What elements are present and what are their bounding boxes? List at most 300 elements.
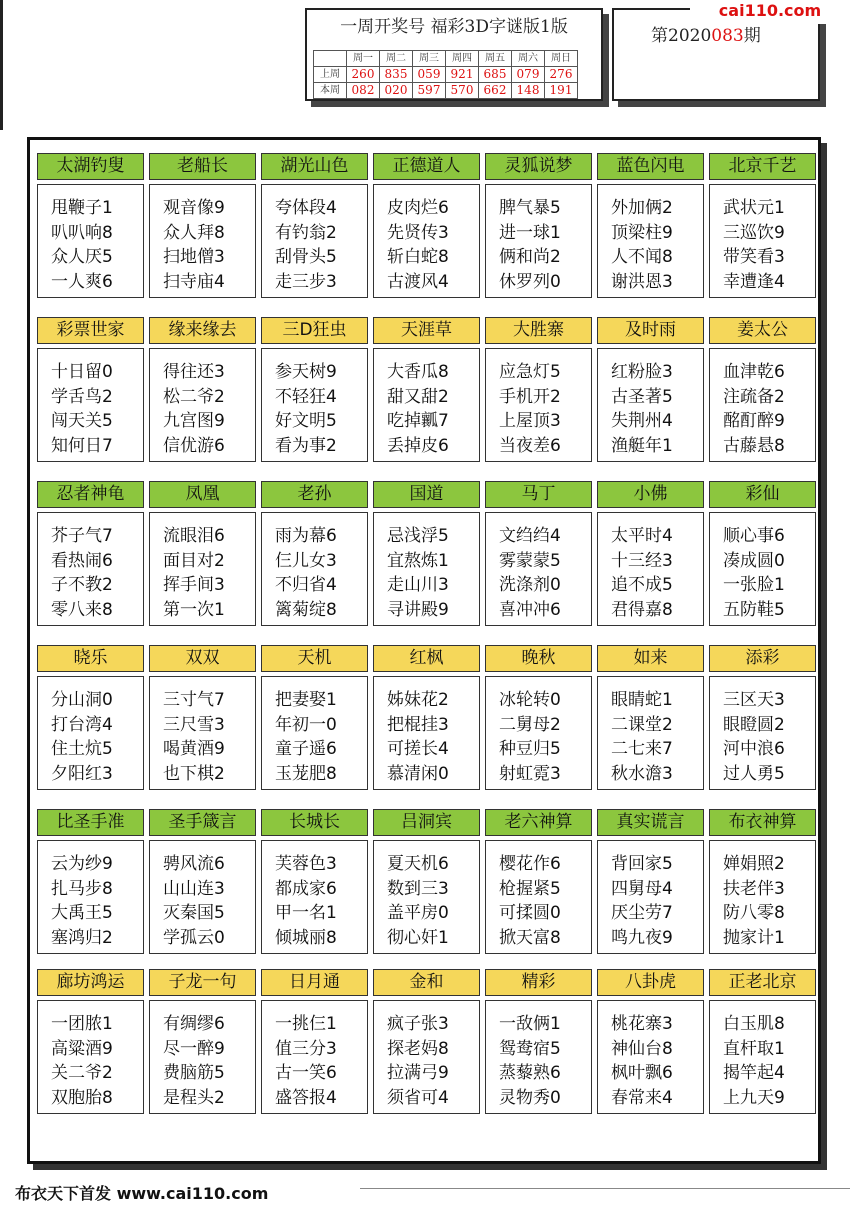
riddle-line: 河中浪6 <box>723 739 785 759</box>
riddle-line: 可搓长4 <box>387 739 449 759</box>
riddle-author: 蓝色闪电 <box>597 153 704 180</box>
riddle-line: 厌尘劳7 <box>611 903 673 923</box>
riddle-line: 刮骨头5 <box>275 247 337 267</box>
riddle-line: 山山连3 <box>163 878 225 899</box>
weekly-draw-title: 一周开奖号 福彩3D字谜版1版 <box>340 17 568 37</box>
riddle-line: 武状元1 <box>723 198 785 218</box>
weekday-label: 周一 <box>347 51 380 67</box>
riddle-line: 可揉圆0 <box>499 903 561 923</box>
riddle-line: 十日留0 <box>51 362 113 382</box>
riddle-author: 金和 <box>373 969 480 996</box>
riddle-line: 皮肉烂6 <box>387 198 449 218</box>
draw-number: 260 <box>347 67 380 83</box>
weekday-label: 周四 <box>446 51 479 67</box>
riddle-card <box>485 317 592 462</box>
riddle-author: 大胜寨 <box>485 317 592 344</box>
riddle-card <box>485 969 592 1114</box>
riddle-line: 童子遥6 <box>275 739 337 759</box>
riddle-line: 眼瞪圆2 <box>723 714 785 735</box>
issue-number: 083 <box>711 26 744 46</box>
riddle-card <box>261 809 368 954</box>
riddle-line: 众人厌5 <box>51 247 113 267</box>
riddle-line: 一人爽6 <box>51 271 113 292</box>
riddle-line: 云为纱9 <box>51 854 113 874</box>
riddle-author: 彩仙 <box>709 481 816 508</box>
riddle-line: 面目对2 <box>163 550 225 571</box>
riddle-lines <box>373 348 480 462</box>
riddle-line: 有绸缪6 <box>163 1014 225 1034</box>
riddle-card <box>373 809 480 954</box>
riddle-line: 把棍挂3 <box>387 714 449 735</box>
riddle-lines <box>597 184 704 298</box>
weekday-label: 周三 <box>413 51 446 67</box>
issue-prefix: 第2020 <box>651 26 712 46</box>
riddle-line: 三区天3 <box>723 690 785 710</box>
riddle-lines <box>37 512 144 626</box>
riddle-lines <box>37 840 144 954</box>
riddle-card <box>597 317 704 462</box>
riddle-card <box>37 809 144 954</box>
riddle-line: 年初一0 <box>275 714 337 735</box>
riddle-line: 洗涤剂0 <box>499 575 561 595</box>
riddle-lines <box>485 348 592 462</box>
riddle-line: 古藤悬8 <box>723 435 785 456</box>
riddle-line: 疯子张3 <box>387 1014 449 1034</box>
riddle-author: 三D狂虫 <box>261 317 368 344</box>
riddle-line: 当夜差6 <box>499 435 561 456</box>
riddle-lines <box>597 676 704 790</box>
riddle-card <box>373 969 480 1114</box>
riddle-line: 一张脸1 <box>723 575 785 595</box>
riddle-lines <box>597 1000 704 1114</box>
riddle-line: 观音像9 <box>163 198 225 218</box>
riddle-line: 盛答报4 <box>275 1087 337 1108</box>
riddle-lines <box>37 1000 144 1114</box>
riddle-line: 看为事2 <box>275 435 337 456</box>
riddle-line: 手机开2 <box>499 386 561 407</box>
riddle-line: 先贤传3 <box>387 222 449 243</box>
riddle-card <box>149 153 256 298</box>
riddle-line: 分山洞0 <box>51 690 113 710</box>
riddle-card <box>261 317 368 462</box>
row-label-this-week: 本周 <box>314 83 347 99</box>
riddle-line: 樱花作6 <box>499 854 561 874</box>
left-border-line <box>0 0 3 130</box>
weekday-label: 周六 <box>512 51 545 67</box>
riddle-card <box>37 645 144 790</box>
riddle-line: 酩酊醉9 <box>723 411 785 431</box>
riddle-lines <box>149 512 256 626</box>
riddle-line: 不归省4 <box>275 575 337 595</box>
riddle-line: 扫寺庙4 <box>163 271 225 292</box>
riddle-author: 吕洞宾 <box>373 809 480 836</box>
riddle-card <box>373 645 480 790</box>
riddle-author: 灵狐说梦 <box>485 153 592 180</box>
riddle-line: 好文明5 <box>275 411 337 431</box>
weekday-row <box>314 51 578 67</box>
riddle-lines <box>709 348 816 462</box>
row-label-last-week: 上周 <box>314 67 347 83</box>
riddle-line: 玉茏肥8 <box>275 763 337 784</box>
riddle-card <box>261 153 368 298</box>
riddle-line: 鸣九夜9 <box>611 927 673 948</box>
riddle-card <box>709 317 816 462</box>
riddle-card <box>149 317 256 462</box>
riddle-line: 扎马步8 <box>51 878 113 899</box>
riddle-card <box>597 809 704 954</box>
riddle-author: 精彩 <box>485 969 592 996</box>
riddle-line: 彻心奸1 <box>387 927 449 948</box>
riddle-card <box>149 645 256 790</box>
riddle-line: 第一次1 <box>163 599 225 620</box>
riddle-lines <box>261 1000 368 1114</box>
riddle-line: 学孤云0 <box>163 927 225 948</box>
riddle-author: 晓乐 <box>37 645 144 672</box>
riddle-line: 学舌鸟2 <box>51 386 113 407</box>
riddle-line: 夸体段4 <box>275 198 337 218</box>
riddle-line: 一团脓1 <box>51 1014 113 1034</box>
riddle-author: 老船长 <box>149 153 256 180</box>
riddle-author: 北京千艺 <box>709 153 816 180</box>
riddle-line: 君得嘉8 <box>611 599 673 620</box>
riddle-line: 寻讲殿9 <box>387 599 449 620</box>
riddle-line: 斩白蛇8 <box>387 247 449 267</box>
riddle-lines <box>373 840 480 954</box>
riddle-lines <box>709 184 816 298</box>
riddle-line: 得往还3 <box>163 362 225 382</box>
riddle-lines <box>373 1000 480 1114</box>
riddle-author: 如来 <box>597 645 704 672</box>
riddle-line: 二七来7 <box>611 739 673 759</box>
riddle-line: 红粉脸3 <box>611 362 673 382</box>
riddle-line: 关二爷2 <box>51 1063 113 1083</box>
riddle-author: 正老北京 <box>709 969 816 996</box>
riddle-lines <box>709 840 816 954</box>
riddle-line: 过人勇5 <box>723 763 785 784</box>
riddle-line: 脾气暴5 <box>499 198 561 218</box>
riddle-line: 五防鞋5 <box>723 599 785 620</box>
riddle-card <box>373 317 480 462</box>
riddle-line: 高粱酒9 <box>51 1038 113 1059</box>
weekday-label: 周日 <box>545 51 578 67</box>
riddle-line: 甲一名1 <box>275 903 337 923</box>
riddle-lines <box>373 512 480 626</box>
riddle-line: 眼睛蛇1 <box>611 690 673 710</box>
riddle-card <box>261 481 368 626</box>
riddle-line: 进一球1 <box>499 222 561 243</box>
riddle-card <box>485 481 592 626</box>
riddle-line: 掀天富8 <box>499 927 561 948</box>
riddle-line: 射虹霓3 <box>499 763 561 784</box>
site-logo: cai110.com <box>690 0 850 24</box>
riddle-author: 太湖钓叟 <box>37 153 144 180</box>
riddle-line: 谢洪恩3 <box>611 271 673 292</box>
riddle-line: 双胞胎8 <box>51 1087 113 1108</box>
riddle-line: 慕清闲0 <box>387 763 449 784</box>
riddle-line: 费脑筋5 <box>163 1063 225 1083</box>
riddle-line: 失荆州4 <box>611 411 673 431</box>
draw-number: 079 <box>512 67 545 83</box>
riddle-line: 塞鸿归2 <box>51 927 113 948</box>
riddle-line: 渔艇年1 <box>611 435 673 456</box>
riddle-card <box>373 481 480 626</box>
draw-number: 570 <box>446 83 479 99</box>
riddle-card <box>37 481 144 626</box>
riddle-card <box>37 969 144 1114</box>
riddle-line: 神仙台8 <box>611 1038 673 1059</box>
draw-number: 921 <box>446 67 479 83</box>
riddle-author: 及时雨 <box>597 317 704 344</box>
riddle-line: 扫地僧3 <box>163 247 225 267</box>
riddle-line: 上屋顶3 <box>499 411 561 431</box>
riddle-author: 添彩 <box>709 645 816 672</box>
riddle-lines <box>261 348 368 462</box>
riddle-lines <box>485 1000 592 1114</box>
riddle-card <box>597 481 704 626</box>
riddle-line: 住土炕5 <box>51 739 113 759</box>
riddle-line: 蒸藜熟6 <box>499 1063 561 1083</box>
riddle-author: 天机 <box>261 645 368 672</box>
riddle-line: 是程头2 <box>163 1087 225 1108</box>
riddle-line: 雨为幕6 <box>275 526 337 546</box>
riddle-line: 吃掉瓤7 <box>387 411 449 431</box>
riddle-line: 大香瓜8 <box>387 362 449 382</box>
riddle-line: 太平时4 <box>611 526 673 546</box>
riddle-card <box>149 481 256 626</box>
riddle-line: 闯天关5 <box>51 411 113 431</box>
riddle-line: 姊妹花2 <box>387 690 449 710</box>
riddle-line: 上九天9 <box>723 1087 785 1108</box>
riddle-line: 秋水澹3 <box>611 763 673 784</box>
riddle-line: 松二爷2 <box>163 386 225 407</box>
riddle-line: 数到三3 <box>387 878 449 899</box>
riddle-line: 春常来4 <box>611 1087 673 1108</box>
riddle-author: 布衣神算 <box>709 809 816 836</box>
riddle-author: 比圣手准 <box>37 809 144 836</box>
this-week-row <box>314 83 578 99</box>
riddle-author: 老六神算 <box>485 809 592 836</box>
riddle-card <box>485 809 592 954</box>
riddle-line: 叭叭响8 <box>51 222 113 243</box>
riddle-card <box>261 969 368 1114</box>
riddle-line: 挥手间3 <box>163 575 225 595</box>
riddle-lines <box>261 512 368 626</box>
riddle-line: 把妻娶1 <box>275 690 337 710</box>
riddle-card <box>709 645 816 790</box>
riddle-line: 甜又甜2 <box>387 386 449 407</box>
riddle-line: 参天树9 <box>275 362 337 382</box>
corner-cell <box>314 51 347 67</box>
riddle-author: 忍者神龟 <box>37 481 144 508</box>
riddle-line: 二课堂2 <box>611 714 673 735</box>
issue-suffix: 期 <box>743 26 761 46</box>
riddle-line: 尽一醉9 <box>163 1038 225 1059</box>
draw-number: 059 <box>413 67 446 83</box>
riddle-card <box>597 645 704 790</box>
riddle-line: 防八零8 <box>723 903 785 923</box>
riddle-line: 二舅母2 <box>499 714 561 735</box>
riddle-line: 夕阳红3 <box>51 763 113 784</box>
riddle-line: 桃花寨3 <box>611 1014 673 1034</box>
draw-number: 276 <box>545 67 578 83</box>
riddle-line: 鸳鸯宿5 <box>499 1038 561 1059</box>
riddle-line: 宜熬炼1 <box>387 550 449 571</box>
riddle-line: 夏天机6 <box>387 854 449 874</box>
riddle-line: 打台湾4 <box>51 714 113 735</box>
riddle-lines <box>709 676 816 790</box>
riddle-line: 顶梁柱9 <box>611 222 673 243</box>
riddle-line: 带笑看3 <box>723 247 785 267</box>
weekday-label: 周二 <box>380 51 413 67</box>
riddle-line: 三寸气7 <box>163 690 225 710</box>
riddle-card <box>373 153 480 298</box>
riddle-line: 灭秦国5 <box>163 903 225 923</box>
riddle-lines <box>261 184 368 298</box>
riddle-lines <box>37 676 144 790</box>
riddle-line: 众人拜8 <box>163 222 225 243</box>
riddle-card <box>149 969 256 1114</box>
riddle-line: 九宫图9 <box>163 411 225 431</box>
riddle-line: 篱菊绽8 <box>275 599 337 620</box>
riddle-author: 八卦虎 <box>597 969 704 996</box>
riddle-line: 种豆归5 <box>499 739 561 759</box>
riddle-line: 揭竿起4 <box>723 1063 785 1083</box>
riddle-lines <box>149 676 256 790</box>
riddle-line: 婵娟照2 <box>723 854 785 874</box>
riddle-card <box>709 809 816 954</box>
riddle-lines <box>149 184 256 298</box>
draw-number: 662 <box>479 83 512 99</box>
draw-number: 597 <box>413 83 446 99</box>
riddle-line: 一挑仨1 <box>275 1014 337 1034</box>
riddle-card <box>709 153 816 298</box>
riddle-author: 马丁 <box>485 481 592 508</box>
riddle-line: 外加俩2 <box>611 198 673 218</box>
draw-number: 191 <box>545 83 578 99</box>
riddle-card <box>37 317 144 462</box>
riddle-lines <box>37 348 144 462</box>
riddle-author: 正德道人 <box>373 153 480 180</box>
riddle-line: 三尺雪3 <box>163 714 225 735</box>
riddle-author: 日月通 <box>261 969 368 996</box>
riddle-author: 双双 <box>149 645 256 672</box>
riddle-line: 古圣著5 <box>611 386 673 407</box>
riddle-line: 冰轮转0 <box>499 690 561 710</box>
riddle-lines <box>485 840 592 954</box>
riddle-line: 古渡风4 <box>387 271 449 292</box>
riddle-lines <box>261 676 368 790</box>
footer-source: 布衣天下首发 www.cai110.com <box>15 1184 269 1203</box>
riddle-line: 俩和尚2 <box>499 247 561 267</box>
riddle-lines <box>485 184 592 298</box>
riddle-line: 须省可4 <box>387 1087 449 1108</box>
riddle-lines <box>149 348 256 462</box>
riddle-author: 国道 <box>373 481 480 508</box>
footer-line <box>360 1188 850 1189</box>
riddle-line: 一敌俩1 <box>499 1014 561 1034</box>
draw-number: 835 <box>380 67 413 83</box>
riddle-line: 甩鞭子1 <box>51 198 113 218</box>
riddle-line: 信优游6 <box>163 435 225 456</box>
riddle-line: 零八来8 <box>51 599 113 620</box>
riddle-line: 也下棋2 <box>163 763 225 784</box>
riddle-line: 十三经3 <box>611 550 673 571</box>
riddle-line: 古一笑6 <box>275 1063 337 1083</box>
riddle-line: 探老妈8 <box>387 1038 449 1059</box>
riddle-line: 走山川3 <box>387 575 449 595</box>
riddle-line: 白玉肌8 <box>723 1014 785 1034</box>
draw-number: 685 <box>479 67 512 83</box>
riddle-line: 顺心事6 <box>723 526 785 546</box>
riddle-author: 缘来缘去 <box>149 317 256 344</box>
riddle-author: 小佛 <box>597 481 704 508</box>
riddle-line: 文绉绉4 <box>499 526 561 546</box>
riddle-card <box>149 809 256 954</box>
riddle-line: 忌浅浮5 <box>387 526 449 546</box>
riddle-lines <box>261 840 368 954</box>
riddle-line: 休罗列0 <box>499 271 561 292</box>
riddle-line: 芥子气7 <box>51 526 113 546</box>
riddle-line: 三巡饮9 <box>723 222 785 243</box>
riddle-line: 应急灯5 <box>499 362 561 382</box>
riddle-author: 凤凰 <box>149 481 256 508</box>
riddle-line: 知何日7 <box>51 435 113 456</box>
riddle-author: 彩票世家 <box>37 317 144 344</box>
riddle-line: 血津乾6 <box>723 362 785 382</box>
riddle-author: 姜太公 <box>709 317 816 344</box>
riddle-author: 天涯草 <box>373 317 480 344</box>
riddle-lines <box>37 184 144 298</box>
riddle-card <box>485 153 592 298</box>
riddle-line: 幸遭逢4 <box>723 271 785 292</box>
riddle-line: 扶老伴3 <box>723 878 785 899</box>
riddle-card <box>597 153 704 298</box>
riddle-author: 廊坊鸿运 <box>37 969 144 996</box>
weekday-label: 周五 <box>479 51 512 67</box>
riddle-author: 晚秋 <box>485 645 592 672</box>
riddle-line: 丢掉皮6 <box>387 435 449 456</box>
riddle-line: 喝黄酒9 <box>163 739 225 759</box>
riddle-author: 子龙一句 <box>149 969 256 996</box>
issue-number-label <box>651 21 761 46</box>
riddle-card <box>709 969 816 1114</box>
riddle-line: 灵物秀0 <box>499 1087 561 1108</box>
riddle-line: 值三分3 <box>275 1038 337 1059</box>
riddle-line: 凑成圆0 <box>723 550 785 571</box>
draw-number: 148 <box>512 83 545 99</box>
riddle-card <box>37 153 144 298</box>
riddle-line: 倾城丽8 <box>275 927 337 948</box>
riddle-lines <box>709 1000 816 1114</box>
riddle-card <box>485 645 592 790</box>
draw-number: 082 <box>347 83 380 99</box>
riddle-line: 看热闹6 <box>51 550 113 571</box>
riddle-lines <box>597 840 704 954</box>
riddle-card <box>597 969 704 1114</box>
draw-number: 020 <box>380 83 413 99</box>
riddle-line: 四舅母4 <box>611 878 673 899</box>
riddle-line: 背回家5 <box>611 854 673 874</box>
riddle-author: 老孙 <box>261 481 368 508</box>
riddle-line: 仨儿女3 <box>275 550 337 571</box>
riddle-author: 湖光山色 <box>261 153 368 180</box>
weekly-draw-box <box>305 8 603 101</box>
riddle-line: 抛家计1 <box>723 927 785 948</box>
riddle-line: 大禹王5 <box>51 903 113 923</box>
riddle-author: 圣手箴言 <box>149 809 256 836</box>
last-week-row <box>314 67 578 83</box>
riddle-line: 不轻狂4 <box>275 386 337 407</box>
